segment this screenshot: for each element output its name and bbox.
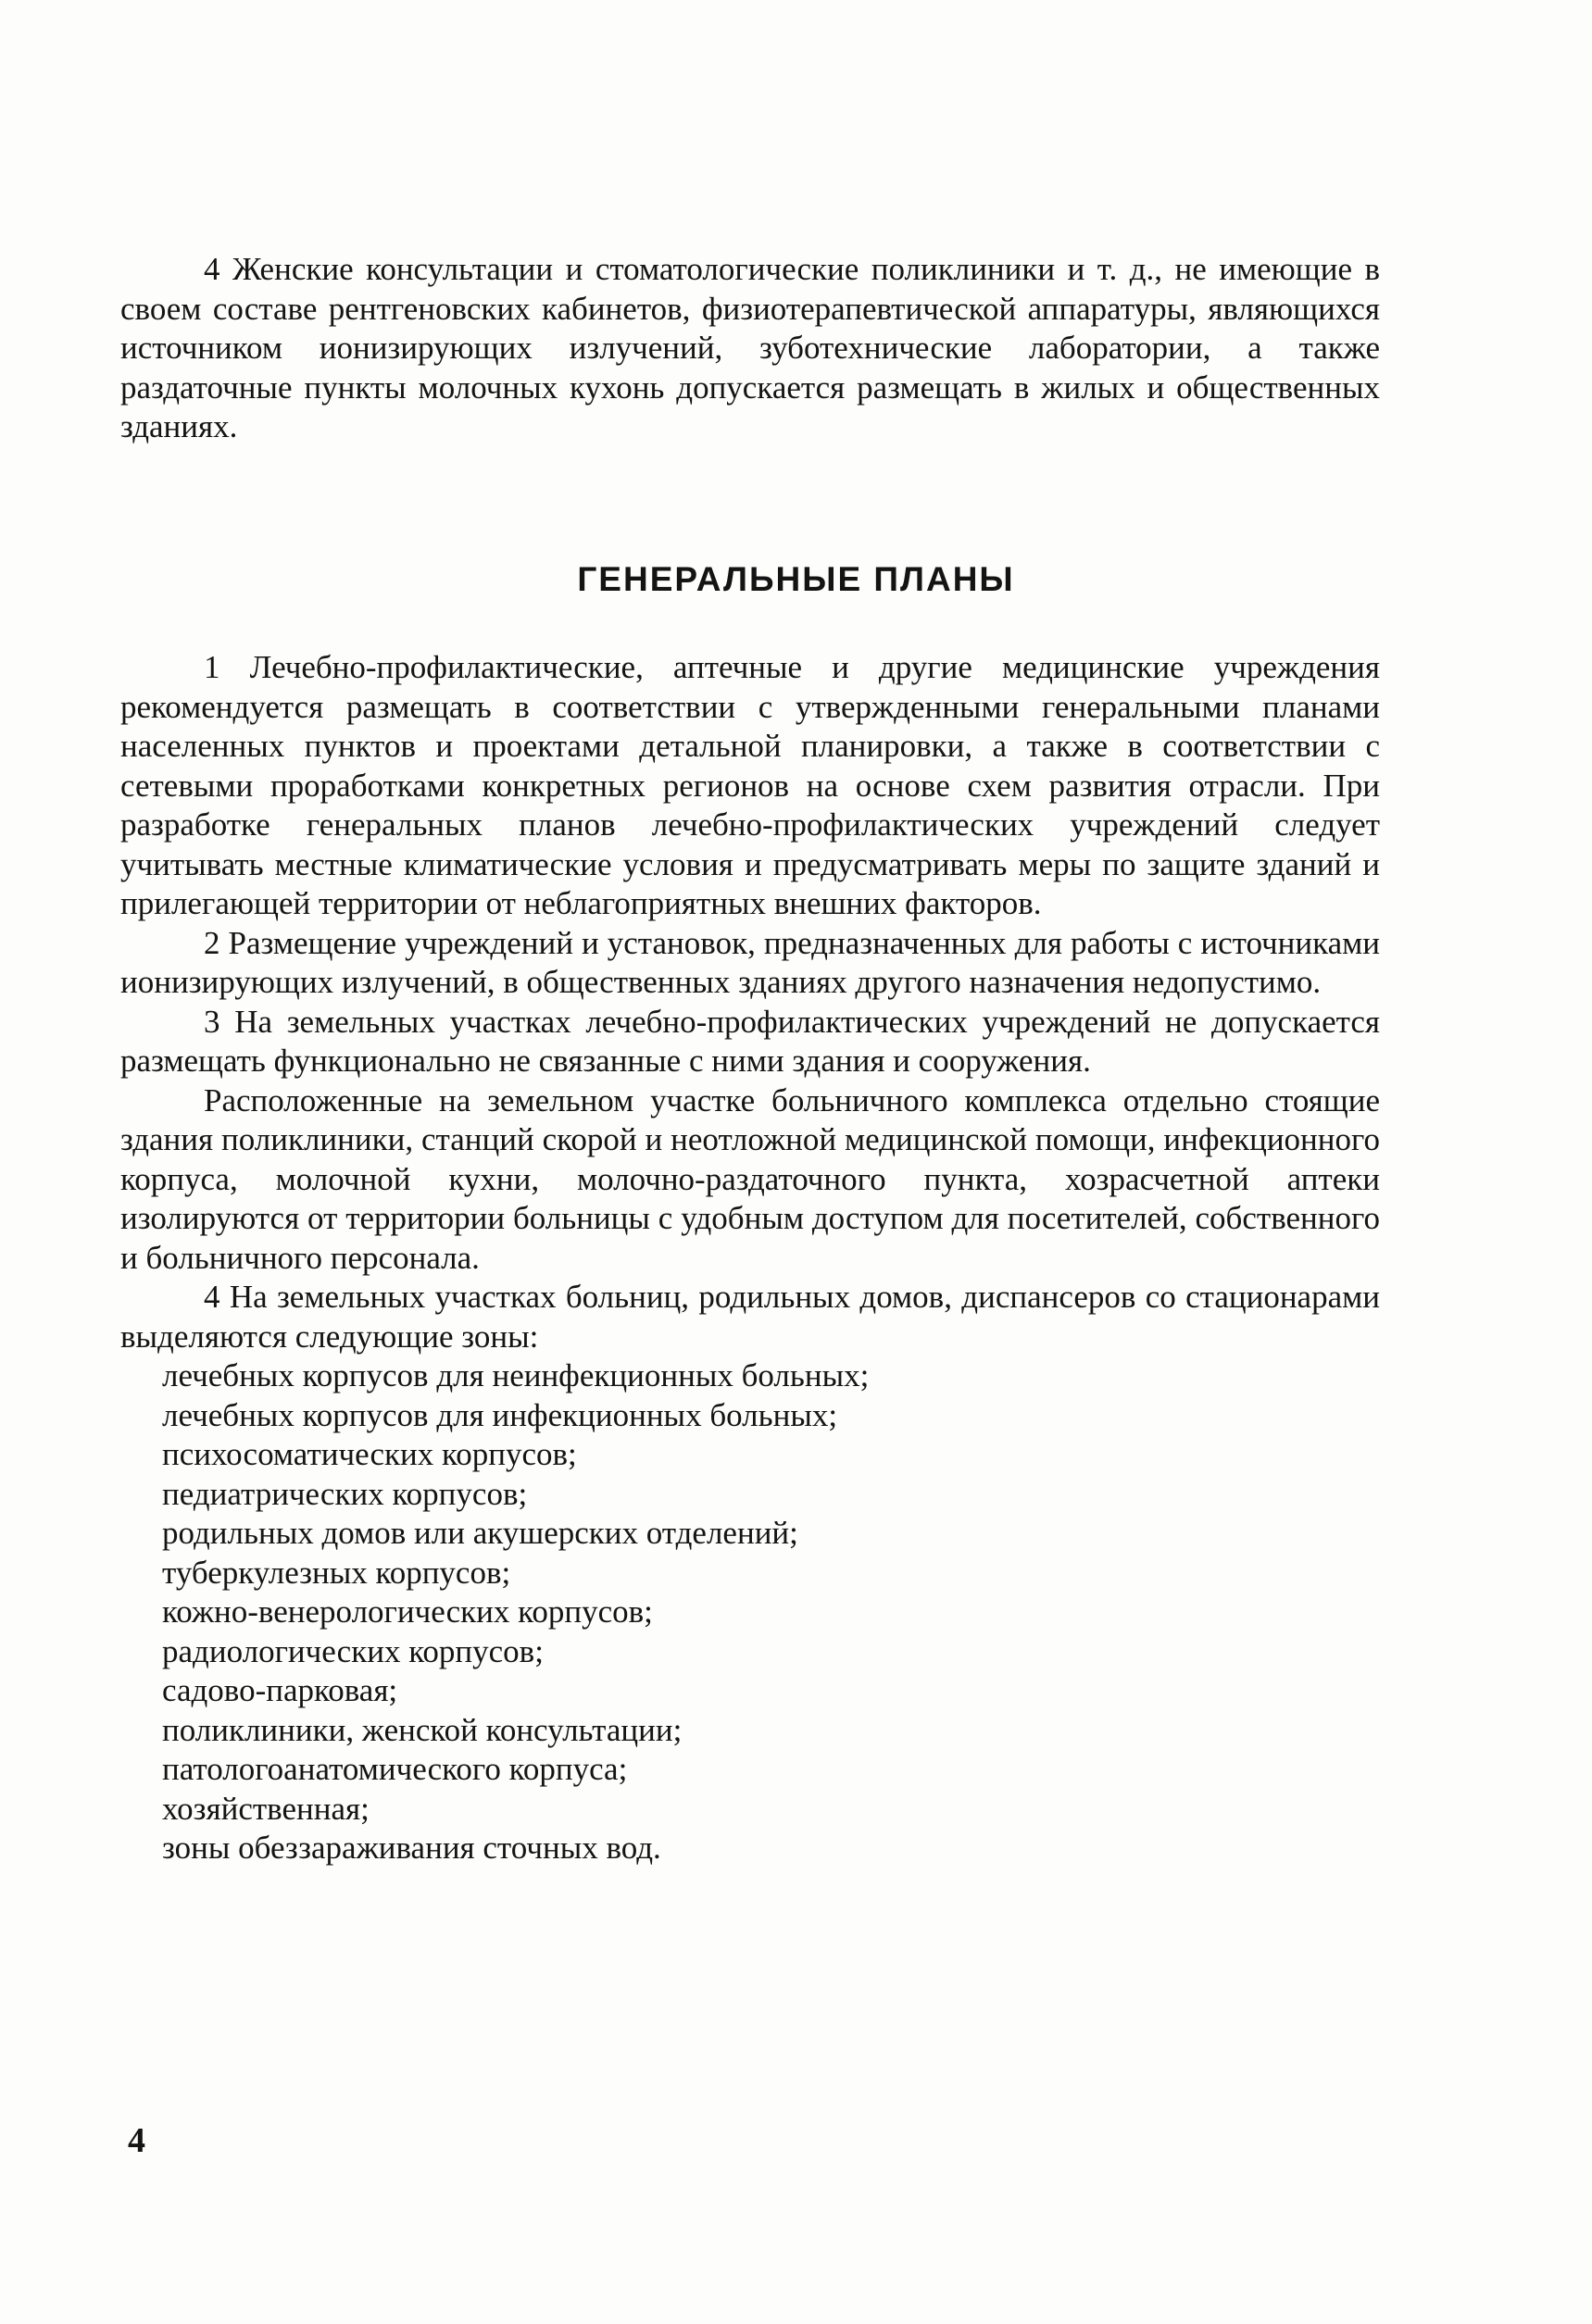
zone-item: поликлиники, женской консультации; (162, 1711, 683, 1748)
paragraph-4: 4 На земельных участках больниц, родильных домов, диспансеров со стационарами выделяются следующие зоны: (120, 1279, 1380, 1355)
intro-paragraph: 4 Женские консультации и стоматологические поликлиники и т. д., не имеющие в своем составе рентгеновских кабинетов, физиотерапевтической аппаратуры, являющихся источником ионизирующих излучений, зуботехнические лаборатории, а также раздаточные пункты молочных кухонь допускается размещать в жилых и общественных зданиях. (120, 251, 1380, 444)
zone-item: психосоматических корпусов; (162, 1436, 577, 1472)
intro-block (120, 250, 1380, 447)
zone-item: хозяйственная; (162, 1790, 370, 1827)
zones-list (120, 1356, 1380, 1868)
zone-item: садово-парковая; (162, 1672, 398, 1708)
zone-item: лечебных корпусов для инфекционных больных; (162, 1396, 838, 1433)
paragraph-3: 3 На земельных участках лечебно-профилактических учреждений не допускается размещать функционально не связанные с ними здания и сооружения. (120, 1003, 1380, 1079)
zone-item: радиологических корпусов; (162, 1632, 544, 1669)
zone-item: лечебных корпусов для неинфекционных больных; (162, 1357, 870, 1393)
section-body (120, 648, 1380, 1868)
section-heading: ГЕНЕРАЛЬНЫЕ ПЛАНЫ (577, 560, 1015, 598)
zone-item: родильных домов или акушерских отделений; (162, 1515, 798, 1551)
zone-item: кожно-венерологических корпусов; (162, 1593, 653, 1630)
paragraph-2: 2 Размещение учреждений и установок, предназначенных для работы с источниками ионизирующих излучений, в общественных зданиях другого назначения недопустимо. (120, 924, 1380, 1000)
zone-item: зоны обеззараживания сточных вод. (162, 1830, 661, 1866)
paragraph-3-continued: Расположенные на земельном участке больничного комплекса отдельно стоящие здания поликлиники, станций скорой и неотложной медицинской помощи, инфекционного корпуса, молочной кухни, молочно-раздаточного пункта, хозрасчетной аптеки изолируются от территории больницы с удобным доступом для посетителей, собственного и больничного персонала. (120, 1081, 1380, 1276)
page-number: 4 (128, 2121, 145, 2160)
zone-item: педиатрических корпусов; (162, 1475, 528, 1512)
zone-item: патологоанатомического корпуса; (162, 1751, 628, 1787)
zone-item: туберкулезных корпусов; (162, 1554, 511, 1591)
paragraph-1: 1 Лечебно-профилактические, аптечные и другие медицинские учреждения рекомендуется размещать в соответствии с утвержденными генеральными планами населенных пунктов и проектами детальной планировки, а также в соответствии с сетевыми проработками конкретных регионов на основе схем развития отрасли. При разработке генеральных планов лечебно-профилактических учреждений следует учитывать местные климатические условия и предусматривать меры по защите зданий и прилегающей территории от неблагоприятных внешних факторов. (120, 649, 1380, 921)
